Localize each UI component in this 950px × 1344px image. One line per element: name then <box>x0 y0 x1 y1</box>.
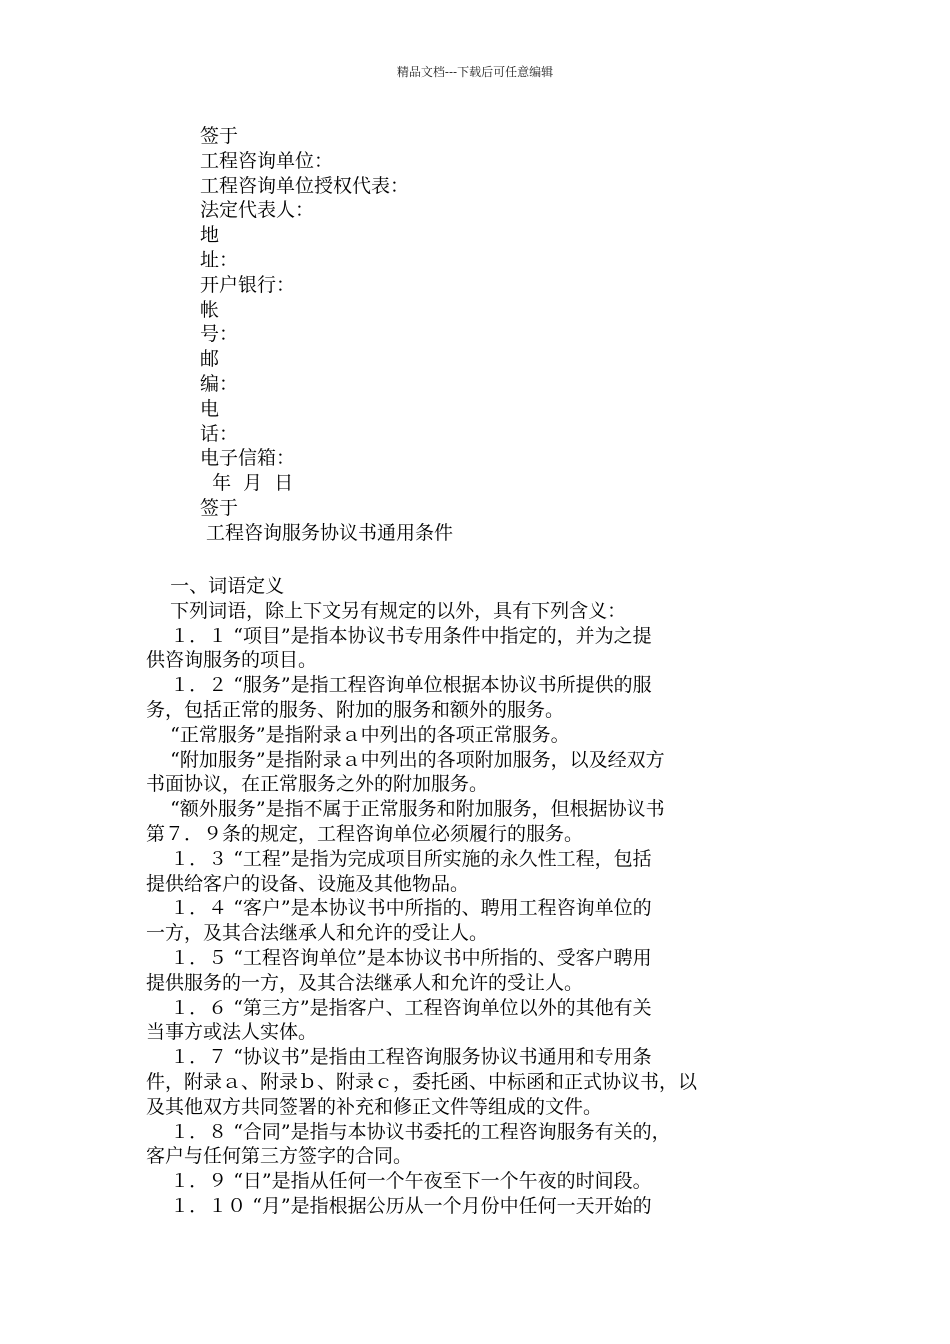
signature-line: 编： <box>200 372 239 395</box>
signature-line: 法定代表人： <box>200 199 315 222</box>
blank-line <box>200 546 840 571</box>
signature-line: 电子信箱： <box>200 447 296 470</box>
body-line: 务，包括正常的服务、附加的服务和额外的服务。 <box>146 698 565 721</box>
body-line: 提供给客户的设备、设施及其他物品。 <box>146 872 470 895</box>
signature-line: 址： <box>200 248 239 271</box>
signature-line: 签于 <box>200 496 239 519</box>
signature-line: 号： <box>200 323 239 346</box>
body-line: 客户与任何第三方签字的合同。 <box>146 1145 413 1168</box>
signature-block <box>200 124 840 570</box>
body-line: 下列词语，除上下文另有规定的以外，具有下列含义： <box>146 599 627 622</box>
body-line: 件，附录ａ、附录ｂ、附录ｃ，委托函、中标函和正式协议书，以 <box>146 1070 698 1093</box>
signature-line: 话： <box>200 422 239 445</box>
section-heading: 一、词语定义 <box>146 575 285 597</box>
body-line: １．５ “工程咨询单位”是本协议书中所指的、受客户聘用 <box>146 946 652 969</box>
body-line: “正常服务”是指附录ａ中列出的各项正常服务。 <box>146 723 570 746</box>
body-line: １．２ “服务”是指工程咨询单位根据本协议书所提供的服 <box>146 674 652 697</box>
body-line: １．６ “第三方”是指客户、工程咨询单位以外的其他有关 <box>146 996 652 1019</box>
page-header: 精品文档---下载后可任意编辑 <box>396 65 554 79</box>
body-line: １．８ “合同”是指与本协议书委托的工程咨询服务有关的， <box>146 1120 671 1143</box>
body-line: １．９ “日”是指从任何一个午夜至下一个午夜的时间段。 <box>146 1170 652 1193</box>
signature-line: 开户银行： <box>200 273 296 296</box>
body-line: 供咨询服务的项目。 <box>146 649 318 672</box>
body-line: “附加服务”是指附录ａ中列出的各项附加服务，以及经双方 <box>146 748 665 771</box>
signature-date-line: 年 月 日 <box>200 472 294 495</box>
body-line: 当事方或法人实体。 <box>146 1021 318 1044</box>
body-line: “额外服务”是指不属于正常服务和附加服务，但根据协议书 <box>146 798 665 821</box>
signature-line: 工程咨询单位： <box>200 149 334 172</box>
signature-line: 签于 <box>200 125 239 147</box>
signature-line: 邮 <box>200 348 220 371</box>
body-line: 一方，及其合法继承人和允许的受让人。 <box>146 922 489 945</box>
body-line: 及其他双方共同签署的补充和修正文件等组成的文件。 <box>146 1095 603 1118</box>
body-line: １．３ “工程”是指为完成项目所实施的永久性工程，包括 <box>146 847 652 870</box>
body-line: 提供服务的一方，及其合法继承人和允许的受让人。 <box>146 971 584 994</box>
body-line: １．７ “协议书”是指由工程咨询服务协议书通用和专用条 <box>146 1046 652 1069</box>
section-title: 工程咨询服务协议书通用条件 <box>200 521 454 544</box>
signature-line: 帐 <box>200 298 220 321</box>
body-line: １．４ “客户”是本协议书中所指的、聘用工程咨询单位的 <box>146 897 652 920</box>
signature-line: 电 <box>200 397 220 420</box>
body-line: １．１０ “月”是指根据公历从一个月份中任何一天开始的 <box>146 1194 652 1217</box>
body-line: 书面协议，在正常服务之外的附加服务。 <box>146 773 489 796</box>
definitions-body <box>146 574 814 1219</box>
signature-line: 工程咨询单位授权代表： <box>200 174 410 197</box>
body-line: １．１ “项目”是指本协议书专用条件中指定的，并为之提 <box>146 624 652 647</box>
body-line: 第７．９条的规定，工程咨询单位必须履行的服务。 <box>146 822 584 845</box>
signature-line: 地 <box>200 224 220 247</box>
